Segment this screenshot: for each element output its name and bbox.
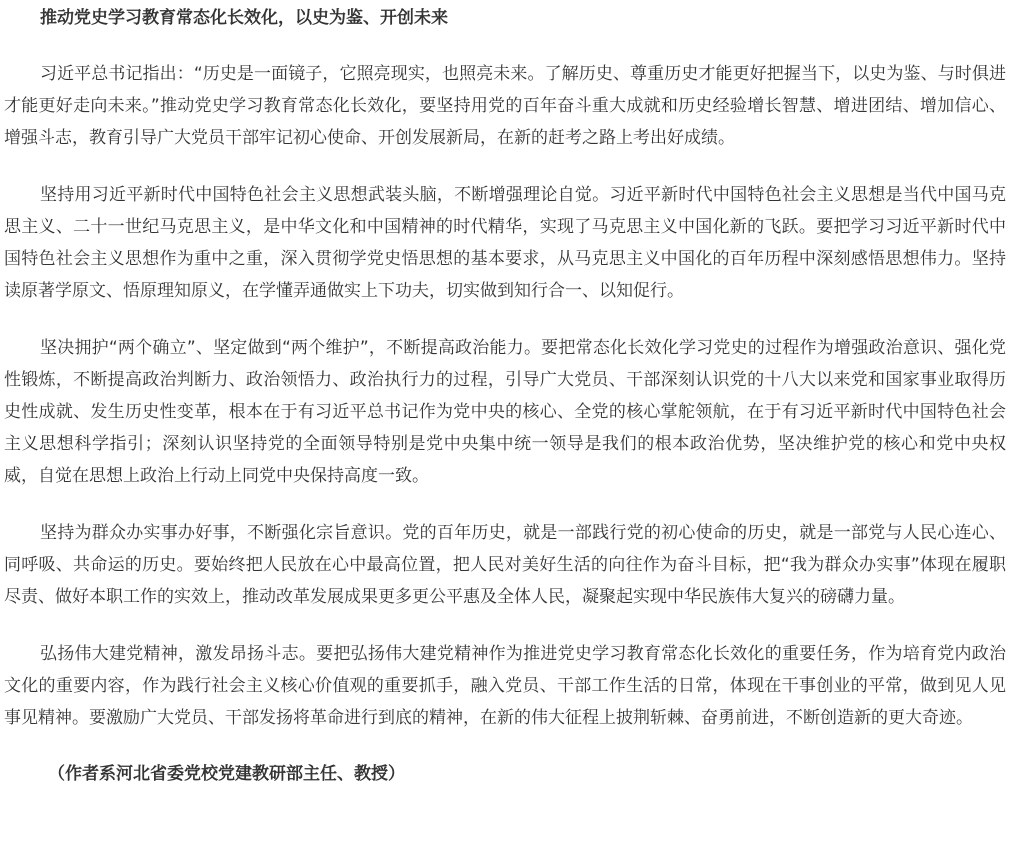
paragraph-people: 坚持为群众办实事办好事，不断强化宗旨意识。党的百年历史，就是一部践行党的初心使命的历史，就是一部党与人民心连心、同呼吸、共命运的历史。要始终把人民放在心中最高位置，把人民对美好生活的向往作为奋斗目标，把“我为群众办实事”体现在履职尽责、做好本职工作的实效上，推动改革发展成果更多更公平惠及全体人民，凝聚起实现中华民族伟大复兴的磅礴力量。 (4, 523, 1006, 607)
paragraph-intro: 习近平总书记指出：“历史是一面镜子，它照亮现实，也照亮未来。了解历史、尊重历史才能更好把握当下，以史为鉴、与时俱进才能更好走向未来。”推动党史学习教育常态化长效化，要坚持用党的百年奋斗重大成就和历史经验增长智慧、增进团结、增加信心、增强斗志，教育引导广大党员干部牢记初心使命、开创发展新局，在新的赶考之路上考出好成绩。 (4, 64, 1006, 148)
paragraph-theory: 坚持用习近平新时代中国特色社会主义思想武装头脑，不断增强理论自觉。习近平新时代中国特色社会主义思想是当代中国马克思主义、二十一世纪马克思主义，是中华文化和中国精神的时代精华，实现了马克思主义中国化新的飞跃。要把学习习近平新时代中国特色社会主义思想作为重中之重，深入贯彻学党史悟思想的基本要求，从马克思主义中国化的百年历程中深刻感悟思想伟力。坚持读原著学原文、悟原理知原义，在学懂弄通做实上下功夫，切实做到知行合一、以知促行。 (4, 185, 1006, 301)
paragraph-spirit: 弘扬伟大建党精神，激发昂扬斗志。要把弘扬伟大建党精神作为推进党史学习教育常态化长效化的重要任务，作为培育党内政治文化的重要内容，作为践行社会主义核心价值观的重要抓手，融入党员、干部工作生活的日常，体现在干事创业的平常，做到见人见事见精神。要激励广大党员、干部发扬将革命进行到底的精神，在新的伟大征程上披荆斩棘、奋勇前进，不断创造新的更大奇迹。 (4, 644, 1006, 728)
paragraph-political: 坚决拥护“两个确立”、坚定做到“两个维护”，不断提高政治能力。要把常态化长效化学习党史的过程作为增强政治意识、强化党性锻炼，不断提高政治判断力、政治领悟力、政治执行力的过程，引导广大党员、干部深刻认识党的十八大以来党和国家事业取得历史性成就、发生历史性变革，根本在于有习近平总书记作为党中央的核心、全党的核心掌舵领航，在于有习近平新时代中国特色社会主义思想科学指引；深刻认识坚持党的全面领导特别是党中央集中统一领导是我们的根本政治优势，坚决维护党的核心和党中央权威，自觉在思想上政治上行动上同党中央保持高度一致。 (4, 338, 1006, 486)
article-title: 推动党史学习教育常态化长效化，以史为鉴、开创未来 (40, 8, 448, 28)
author-note: （作者系河北省委党校党建教研部主任、教授） (48, 764, 405, 784)
